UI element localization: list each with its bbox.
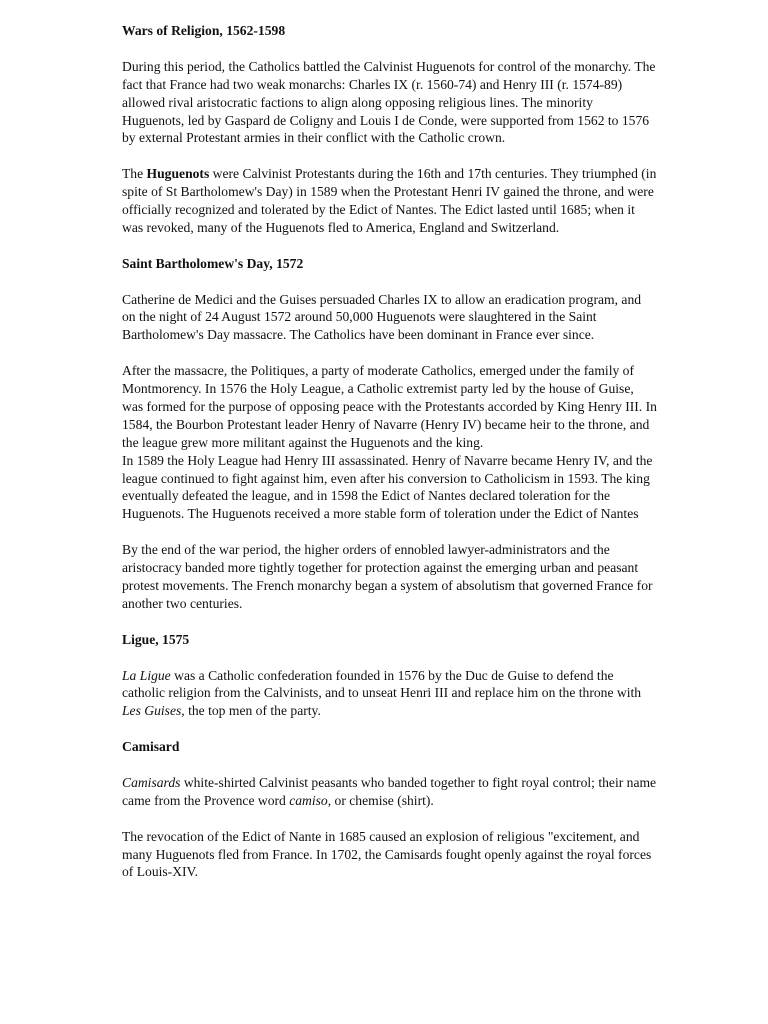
paragraph-after-massacre: After the massacre, the Politiques, a party of moderate Catholics, emerged under the family of Montmorency. In 1576 the Holy League, a Catholic extremist party led by the house of Guise, was formed for the purpose of opposing peace with the Protestants accorded by King Henry III. In 1584, the Bourbon Protestant leader Henry of Navarre (Henry IV) became heir to the throne, and the league grew more militant against the Huguenots and the king. (122, 363, 657, 450)
paragraph-huguenots (122, 165, 658, 237)
heading-wars-of-religion: Wars of Religion, 1562-1598 (122, 23, 286, 38)
camiso-term: camiso (289, 792, 328, 808)
les-guises-term: Les Guises (122, 703, 182, 719)
camisards-term: Camisards (122, 774, 181, 790)
camisards-end: , or chemise (shirt). (327, 792, 434, 808)
paragraph-massacre: Catherine de Medici and the Guises persuaded Charles IX to allow an eradication program, and on the night of 24 August 1572 around 50,000 Huguenots were slaughtered in the Saint Bartholomew's Day massacre. The Catholics have been dominant in France ever since. (122, 291, 642, 343)
heading-saint-bartholomew: Saint Bartholomew's Day, 1572 (122, 255, 304, 271)
huguenots-bold-term: Huguenots (146, 166, 210, 182)
huguenots-lead: The (122, 166, 147, 182)
la-ligue-term: La Ligue (122, 667, 171, 683)
heading-camisard: Camisard (122, 739, 180, 755)
paragraph-la-ligue (122, 667, 658, 721)
heading-ligue: Ligue, 1575 (122, 631, 190, 647)
paragraph-holy-league: In 1589 the Holy League had Henry III assassinated. Henry of Navarre became Henry IV, and the league continued to fight against him, even after his conversion to Catholicism in 1593. The king eventually defeated the league, and in 1598 the Edict of Nantes declared toleration for the Huguenots. The Huguenots received a more stable form of toleration under the Edict of Nantes (122, 452, 653, 522)
paragraph-camisards (122, 774, 658, 810)
la-ligue-end: , the top men of the party. (181, 703, 321, 719)
camisards-mid: white-shirted Calvinist peasants who banded together to fight royal control; their name came from the Provence word (122, 774, 657, 808)
paragraph-absolutism: By the end of the war period, the higher orders of ennobled lawyer-administrators and the aristocracy banded more tightly together for protection against the emerging urban and peasant protest movements. The French monarchy began a system of absolutism that governed France for another two centuries. (122, 542, 653, 611)
paragraph-revocation: The revocation of the Edict of Nante in 1685 caused an explosion of religious "excitement, and many Huguenots fled from France. In 1702, the Camisards fought openly against the royal forces of Louis-XIV. (122, 828, 652, 880)
huguenots-rest: were Calvinist Protestants during the 16th and 17th centuries. They triumphed (in spite of St Bartholomew's Day) in 1589 when the Protestant Henri IV gained the throne, and were officially recognized and tolerated by the Edict of Nantes. The Edict lasted until 1685; when it was revoked, many of the Huguenots fled to America, England and Switzerland. (122, 166, 657, 235)
la-ligue-mid: was a Catholic confederation founded in 1576 by the Duc de Guise to defend the catholic religion from the Calvinists, and to unseat Henri III and replace him on the throne with (122, 667, 642, 701)
paragraph-wars-intro: During this period, the Catholics battled the Calvinist Huguenots for control of the monarchy. The fact that France had two weak monarchs: Charles IX (r. 1560-74) and Henry III (r. 1574-89) allowed rival aristocratic factions to align along opposing religious lines. The minority Huguenots, led by Gaspard de Coligny and Louis I de Conde, were supported from 1562 to 1576 by external Protestant armies in their conflict with the Catholic crown. (122, 58, 656, 146)
